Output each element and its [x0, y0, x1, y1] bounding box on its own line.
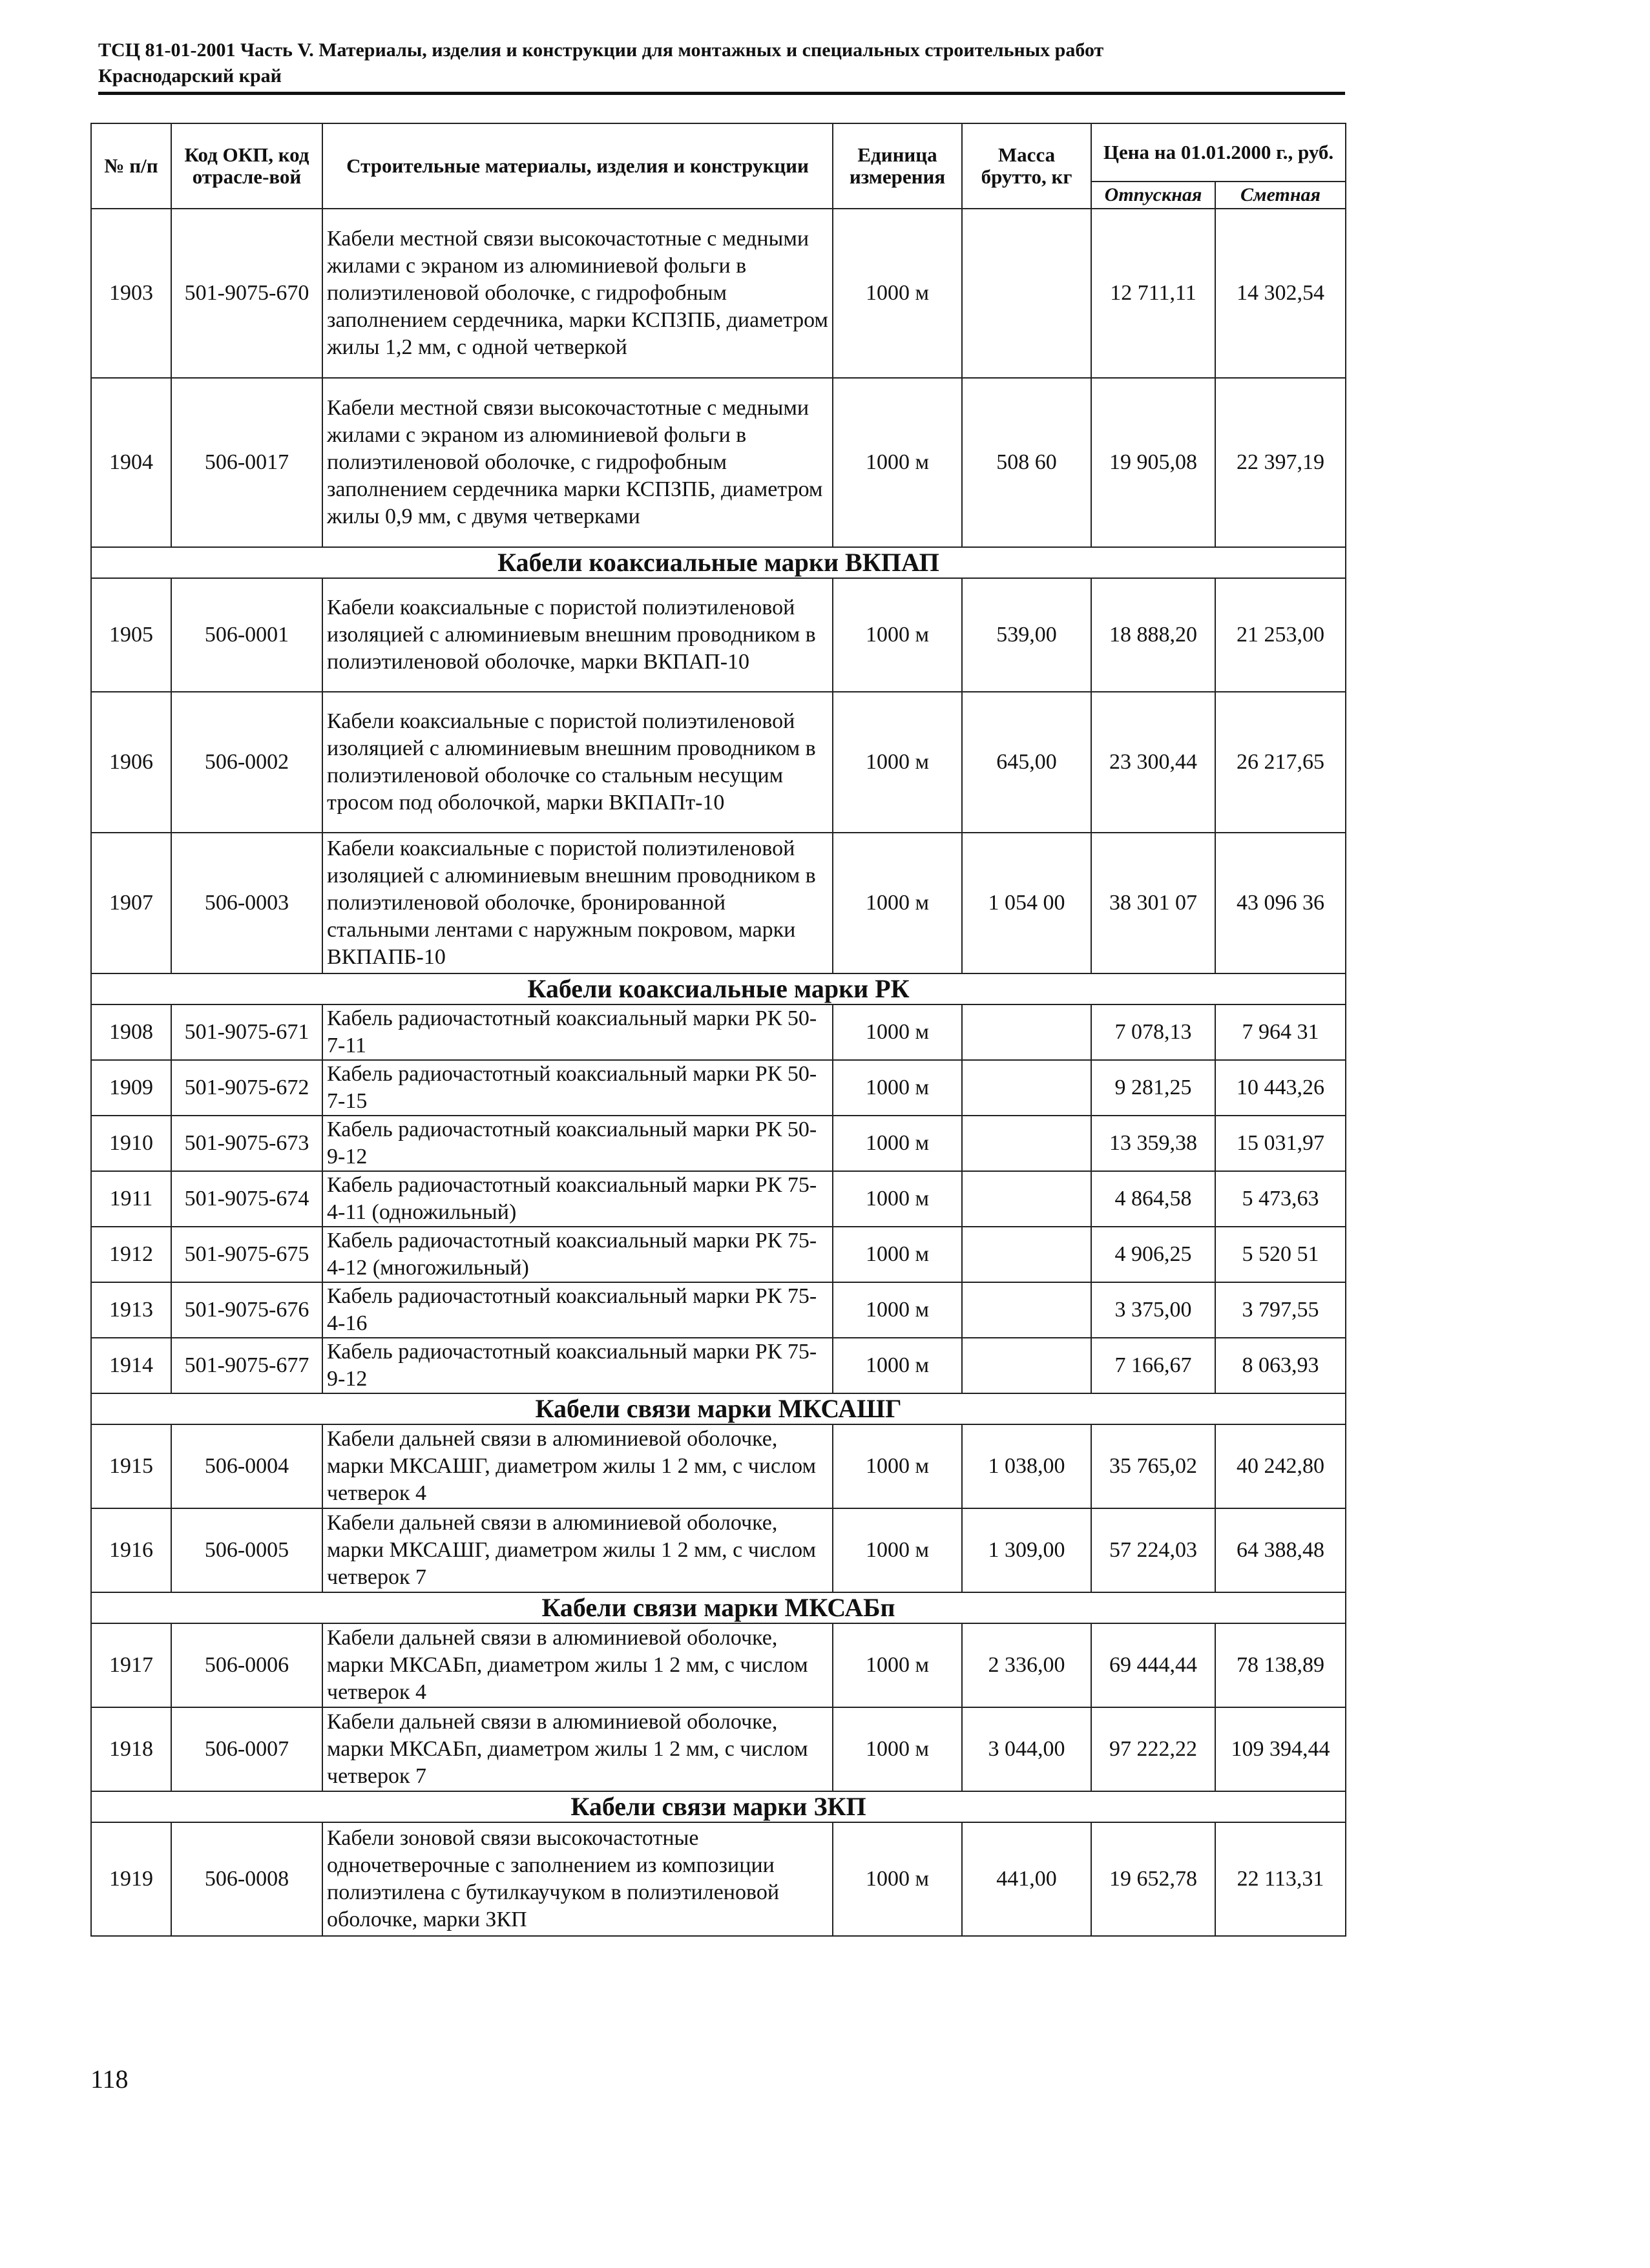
mass-cell: 2 336,00: [962, 1623, 1091, 1707]
section-title: Кабели связи марки МКСАБп: [91, 1592, 1346, 1623]
row-number: 1919: [91, 1822, 171, 1936]
mass-cell: [962, 1060, 1091, 1116]
okp-code: 501-9075-671: [171, 1004, 322, 1060]
unit-cell: 1000 м: [833, 1116, 962, 1171]
release-price-cell: 97 222,22: [1091, 1707, 1215, 1791]
okp-code: 506-0008: [171, 1822, 322, 1936]
table-row: [91, 1171, 1346, 1227]
table-row: [91, 578, 1346, 692]
row-number: 1903: [91, 209, 171, 378]
unit-cell: 1000 м: [833, 1171, 962, 1227]
section-header-row: [91, 973, 1346, 1004]
material-description: Кабель радиочастотный коаксиальный марки РК 75-4-12 (многожильный): [322, 1227, 833, 1282]
material-description: Кабели дальней связи в алюминиевой оболочке, марки МКСАБп, диаметром жилы 1 2 мм, с числом четверок 4: [322, 1623, 833, 1707]
row-number: 1908: [91, 1004, 171, 1060]
row-number: 1918: [91, 1707, 171, 1791]
table-row: [91, 1338, 1346, 1393]
release-price-cell: 18 888,20: [1091, 578, 1215, 692]
unit-cell: 1000 м: [833, 1623, 962, 1707]
estimate-price-cell: 8 063,93: [1215, 1338, 1346, 1393]
okp-code: 506-0003: [171, 833, 322, 973]
material-description: Кабели коаксиальные с пористой полиэтиленовой изоляцией с алюминиевым внешним проводником в полиэтиленовой оболочке, бронированной стальными лентами с наружным покровом, марки ВКПАПБ-10: [322, 833, 833, 973]
row-number: 1913: [91, 1282, 171, 1338]
estimate-price-cell: 7 964 31: [1215, 1004, 1346, 1060]
table-body: [91, 209, 1346, 1936]
unit-cell: 1000 м: [833, 1227, 962, 1282]
release-price-cell: 7 078,13: [1091, 1004, 1215, 1060]
col-price-estimate-header: Сметная: [1215, 182, 1346, 209]
release-price-cell: 13 359,38: [1091, 1116, 1215, 1171]
mass-cell: [962, 1282, 1091, 1338]
estimate-price-cell: 109 394,44: [1215, 1707, 1346, 1791]
row-number: 1916: [91, 1508, 171, 1592]
unit-cell: 1000 м: [833, 209, 962, 378]
row-number: 1909: [91, 1060, 171, 1116]
mass-cell: 1 038,00: [962, 1424, 1091, 1508]
row-number: 1912: [91, 1227, 171, 1282]
release-price-cell: 19 905,08: [1091, 378, 1215, 547]
table-row: [91, 1282, 1346, 1338]
mass-cell: 3 044,00: [962, 1707, 1091, 1791]
release-price-cell: 23 300,44: [1091, 692, 1215, 833]
table-row: [91, 1707, 1346, 1791]
table-row: [91, 1116, 1346, 1171]
section-title: Кабели коаксиальные марки ВКПАП: [91, 547, 1346, 578]
unit-cell: 1000 м: [833, 1707, 962, 1791]
material-description: Кабель радиочастотный коаксиальный марки РК 50-9-12: [322, 1116, 833, 1171]
okp-code: 506-0004: [171, 1424, 322, 1508]
material-description: Кабель радиочастотный коаксиальный марки РК 75-4-16: [322, 1282, 833, 1338]
mass-cell: [962, 209, 1091, 378]
estimate-price-cell: 43 096 36: [1215, 833, 1346, 973]
release-price-cell: 12 711,11: [1091, 209, 1215, 378]
material-description: Кабель радиочастотный коаксиальный марки РК 50-7-15: [322, 1060, 833, 1116]
release-price-cell: 7 166,67: [1091, 1338, 1215, 1393]
price-table: [90, 123, 1346, 1937]
region-subtitle: Краснодарский край: [98, 65, 282, 87]
mass-cell: 441,00: [962, 1822, 1091, 1936]
estimate-price-cell: 22 113,31: [1215, 1822, 1346, 1936]
okp-code: 506-0007: [171, 1707, 322, 1791]
material-description: Кабели зоновой связи высокочастотные одночетверочные с заполнением из композиции полиэтилена с бутилкаучуком в полиэтиленовой оболочке, марки ЗКП: [322, 1822, 833, 1936]
unit-cell: 1000 м: [833, 1004, 962, 1060]
section-header-row: [91, 1592, 1346, 1623]
unit-cell: 1000 м: [833, 1822, 962, 1936]
mass-cell: [962, 1338, 1091, 1393]
row-number: 1911: [91, 1171, 171, 1227]
row-number: 1905: [91, 578, 171, 692]
table-row: [91, 1060, 1346, 1116]
okp-code: 506-0002: [171, 692, 322, 833]
material-description: Кабели местной связи высокочастотные с медными жилами с экраном из алюминиевой фольги в полиэтиленовой оболочке, с гидрофобным заполнением сердечника, марки КСПЗПБ, диаметром жилы 1,2 мм, с одной четверкой: [322, 209, 833, 378]
release-price-cell: 4 864,58: [1091, 1171, 1215, 1227]
unit-cell: 1000 м: [833, 1508, 962, 1592]
table-row: [91, 209, 1346, 378]
release-price-cell: 69 444,44: [1091, 1623, 1215, 1707]
table-row: [91, 378, 1346, 547]
okp-code: 501-9075-672: [171, 1060, 322, 1116]
table-row: [91, 1822, 1346, 1936]
document-title: ТСЦ 81-01-2001 Часть V. Материалы, изделия и конструкции для монтажных и специальных строительных работ: [98, 39, 1104, 61]
estimate-price-cell: 64 388,48: [1215, 1508, 1346, 1592]
okp-code: 501-9075-675: [171, 1227, 322, 1282]
unit-cell: 1000 м: [833, 1338, 962, 1393]
col-unit-header: Единица измерения: [833, 123, 962, 209]
row-number: 1906: [91, 692, 171, 833]
okp-code: 501-9075-674: [171, 1171, 322, 1227]
estimate-price-cell: 5 473,63: [1215, 1171, 1346, 1227]
unit-cell: 1000 м: [833, 578, 962, 692]
material-description: Кабели дальней связи в алюминиевой оболочке, марки МКСАШГ, диаметром жилы 1 2 мм, с числом четверок 4: [322, 1424, 833, 1508]
release-price-cell: 3 375,00: [1091, 1282, 1215, 1338]
estimate-price-cell: 22 397,19: [1215, 378, 1346, 547]
material-description: Кабели дальней связи в алюминиевой оболочке, марки МКСАШГ, диаметром жилы 1 2 мм, с числом четверок 7: [322, 1508, 833, 1592]
mass-cell: 539,00: [962, 578, 1091, 692]
col-price-header: Цена на 01.01.2000 г., руб.: [1091, 123, 1346, 182]
material-description: Кабель радиочастотный коаксиальный марки РК 75-4-11 (одножильный): [322, 1171, 833, 1227]
row-number: 1907: [91, 833, 171, 973]
table-row: [91, 1424, 1346, 1508]
unit-cell: 1000 м: [833, 833, 962, 973]
col-name-header: Строительные материалы, изделия и конструкции: [322, 123, 833, 209]
release-price-cell: 19 652,78: [1091, 1822, 1215, 1936]
col-num-header: № п/п: [91, 123, 171, 209]
release-price-cell: 4 906,25: [1091, 1227, 1215, 1282]
release-price-cell: 38 301 07: [1091, 833, 1215, 973]
estimate-price-cell: 3 797,55: [1215, 1282, 1346, 1338]
header-row: [91, 123, 1346, 182]
estimate-price-cell: 15 031,97: [1215, 1116, 1346, 1171]
page-number: 118: [90, 2065, 129, 2094]
col-code-header: Код ОКП, код отрасле-вой: [171, 123, 322, 209]
table-row: [91, 1004, 1346, 1060]
row-number: 1914: [91, 1338, 171, 1393]
row-number: 1917: [91, 1623, 171, 1707]
material-description: Кабели коаксиальные с пористой полиэтиленовой изоляцией с алюминиевым внешним проводником в полиэтиленовой оболочке со стальным несущим тросом под оболочкой, марки ВКПАПт-10: [322, 692, 833, 833]
material-description: Кабели коаксиальные с пористой полиэтиленовой изоляцией с алюминиевым внешним проводником в полиэтиленовой оболочке, марки ВКПАП-10: [322, 578, 833, 692]
table-row: [91, 692, 1346, 833]
col-price-release-header: Отпускная: [1091, 182, 1215, 209]
mass-cell: 1 054 00: [962, 833, 1091, 973]
mass-cell: 508 60: [962, 378, 1091, 547]
table-row: [91, 1508, 1346, 1592]
unit-cell: 1000 м: [833, 1060, 962, 1116]
page-header: [98, 37, 1345, 95]
unit-cell: 1000 м: [833, 1424, 962, 1508]
okp-code: 506-0006: [171, 1623, 322, 1707]
section-title: Кабели связи марки МКСАШГ: [91, 1393, 1346, 1424]
section-header-row: [91, 547, 1346, 578]
row-number: 1910: [91, 1116, 171, 1171]
row-number: 1904: [91, 378, 171, 547]
section-header-row: [91, 1393, 1346, 1424]
estimate-price-cell: 26 217,65: [1215, 692, 1346, 833]
col-mass-header: Масса брутто, кг: [962, 123, 1091, 209]
table-row: [91, 1227, 1346, 1282]
unit-cell: 1000 м: [833, 692, 962, 833]
mass-cell: 645,00: [962, 692, 1091, 833]
mass-cell: 1 309,00: [962, 1508, 1091, 1592]
mass-cell: [962, 1004, 1091, 1060]
okp-code: 506-0001: [171, 578, 322, 692]
okp-code: 501-9075-673: [171, 1116, 322, 1171]
header-rule: [98, 92, 1345, 95]
estimate-price-cell: 10 443,26: [1215, 1060, 1346, 1116]
row-number: 1915: [91, 1424, 171, 1508]
release-price-cell: 9 281,25: [1091, 1060, 1215, 1116]
mass-cell: [962, 1227, 1091, 1282]
section-title: Кабели связи марки ЗКП: [91, 1791, 1346, 1822]
release-price-cell: 35 765,02: [1091, 1424, 1215, 1508]
okp-code: 506-0017: [171, 378, 322, 547]
estimate-price-cell: 14 302,54: [1215, 209, 1346, 378]
unit-cell: 1000 м: [833, 378, 962, 547]
okp-code: 501-9075-677: [171, 1338, 322, 1393]
section-header-row: [91, 1791, 1346, 1822]
estimate-price-cell: 40 242,80: [1215, 1424, 1346, 1508]
material-description: Кабель радиочастотный коаксиальный марки РК 75-9-12: [322, 1338, 833, 1393]
material-description: Кабели местной связи высокочастотные с медными жилами с экраном из алюминиевой фольги в полиэтиленовой оболочке, с гидрофобным заполнением сердечника марки КСПЗПБ, диаметром жилы 0,9 мм, с двумя четверками: [322, 378, 833, 547]
material-description: Кабели дальней связи в алюминиевой оболочке, марки МКСАБп, диаметром жилы 1 2 мм, с числом четверок 7: [322, 1707, 833, 1791]
release-price-cell: 57 224,03: [1091, 1508, 1215, 1592]
unit-cell: 1000 м: [833, 1282, 962, 1338]
okp-code: 501-9075-670: [171, 209, 322, 378]
table-row: [91, 1623, 1346, 1707]
mass-cell: [962, 1171, 1091, 1227]
okp-code: 501-9075-676: [171, 1282, 322, 1338]
section-title: Кабели коаксиальные марки РК: [91, 973, 1346, 1004]
material-description: Кабель радиочастотный коаксиальный марки РК 50-7-11: [322, 1004, 833, 1060]
table-row: [91, 833, 1346, 973]
estimate-price-cell: 21 253,00: [1215, 578, 1346, 692]
estimate-price-cell: 5 520 51: [1215, 1227, 1346, 1282]
mass-cell: [962, 1116, 1091, 1171]
okp-code: 506-0005: [171, 1508, 322, 1592]
estimate-price-cell: 78 138,89: [1215, 1623, 1346, 1707]
